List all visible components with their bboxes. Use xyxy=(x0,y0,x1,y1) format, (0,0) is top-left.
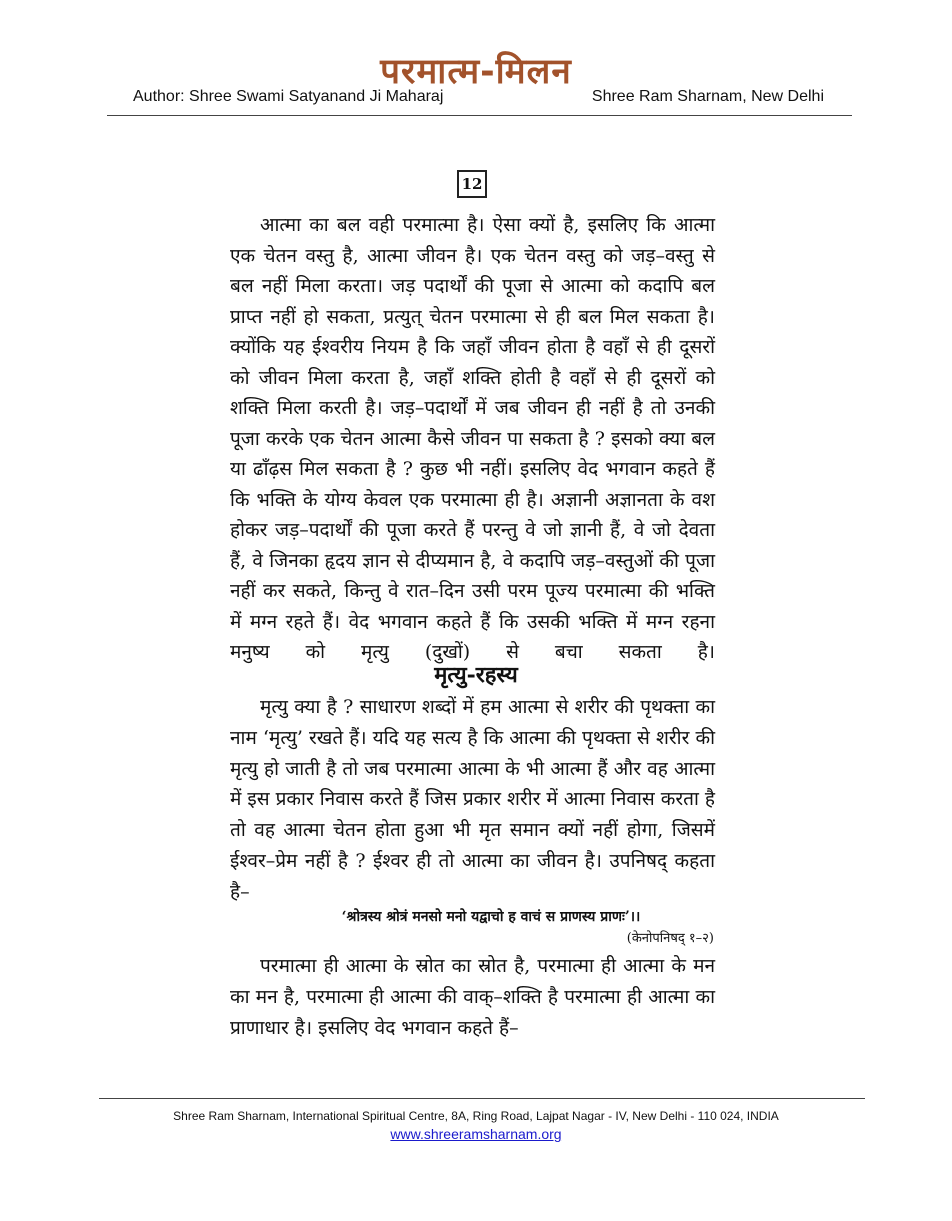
header-divider xyxy=(107,115,852,116)
author-line: Author: Shree Swami Satyanand Ji Maharaj xyxy=(133,88,444,105)
section-heading: मृत्यु-रहस्य xyxy=(434,662,518,688)
book-title: परमात्म-मिलन xyxy=(380,52,572,92)
website-link[interactable]: www.shreeramsharnam.org xyxy=(390,1126,562,1142)
paragraph-text: मृत्यु क्या है ? साधारण शब्दों में हम आत्मा से शरीर की पृथक्ता का नाम ‘मृत्यु’ रखते हैं। यदि यह सत्य है कि आत्मा की पृथक्ता से शरीर की मृत्यु हो जाती है तो जब परमात्मा आत्मा के भी आत्मा हैं और वह आत्मा में इस प्रकार निवास करते हैं जिस प्रकार शरीर में आत्मा निवास करता है तो वह आत्मा चेतन होता हुआ भी मृत समान क्यों नहीं होगा, जिसमें ईश्वर–प्रेम नहीं है ? ईश्वर ही तो आत्मा का जीवन है। उपनिषद् कहता है– xyxy=(230,696,716,903)
paragraph-2 xyxy=(230,692,715,908)
footer-address: Shree Ram Sharnam, International Spiritual Centre, 8A, Ring Road, Lajpat Nagar - IV, New Delhi - 110 024, INDIA xyxy=(173,1109,779,1123)
paragraph-text: परमात्मा ही आत्मा के स्रोत का स्रोत है, परमात्मा ही आत्मा के मन का मन है, परमात्मा ही आत्मा की वाक्–शक्ति है परमात्मा ही आत्मा का प्राणाधार है। इसलिए वेद भगवान कहते हैं– xyxy=(230,955,715,1039)
page-number: 12 xyxy=(457,170,487,198)
paragraph-text: आत्मा का बल वही परमात्मा है। ऐसा क्यों है, इसलिए कि आत्मा एक चेतन वस्तु है, आत्मा जीवन है। एक चेतन वस्तु को जड़–वस्तु से बल नहीं मिला करता। जड़ पदार्थों की पूजा से आत्मा को कदापि बल प्राप्त नहीं हो सकता, प्रत्युत् चेतन परमात्मा से ही बल मिल सकता है। क्योंकि यह ईश्वरीय नियम है कि जहाँ जीवन होता है वहाँ से ही दूसरों को जीवन मिला करता है, जहाँ शक्ति होती है वहाँ से ही दूसरों को शक्ति मिला करती है। जड़–पदार्थों में जब जीवन ही नहीं है तो उनकी पूजा करके एक चेतन आत्मा कैसे जीवन पा सकता है ? इसको क्या बल या ढाँढ़स मिल सकता है ? कुछ भी नहीं। इसलिए वेद भगवान कहते हैं कि भक्ति के योग्य केवल एक परमात्मा ही है। अज्ञानी अज्ञानता के वश होकर जड़–पदार्थों की पूजा करते हैं परन्तु वे जो ज्ञानी हैं, वे जो देवता हैं, वे जिनका हृदय ज्ञान से दीप्यमान है, वे कदापि जड़–वस्तुओं की पूजा नहीं कर सकते, किन्तु वे रात–दिन उसी परम पूज्य परमात्मा की भक्ति में मग्न रहते हैं। वेद भगवान कहते हैं कि उसकी भक्ति में मग्न रहना मनुष्य को मृत्यु (दुखों) से बचा सकता है। xyxy=(230,214,715,663)
publisher-line: Shree Ram Sharnam, New Delhi xyxy=(591,88,824,105)
quote-source: (केनोपनिषद् १–२) xyxy=(626,931,714,946)
paragraph-1 xyxy=(230,210,715,668)
paragraph-3 xyxy=(230,951,715,1044)
scripture-quote: ‘श्रोत्रस्य श्रोत्रं मनसो मनो यद्वाचो ह वाचं स प्राणस्य प्राणः’।। xyxy=(341,909,641,925)
footer-divider xyxy=(99,1098,865,1099)
